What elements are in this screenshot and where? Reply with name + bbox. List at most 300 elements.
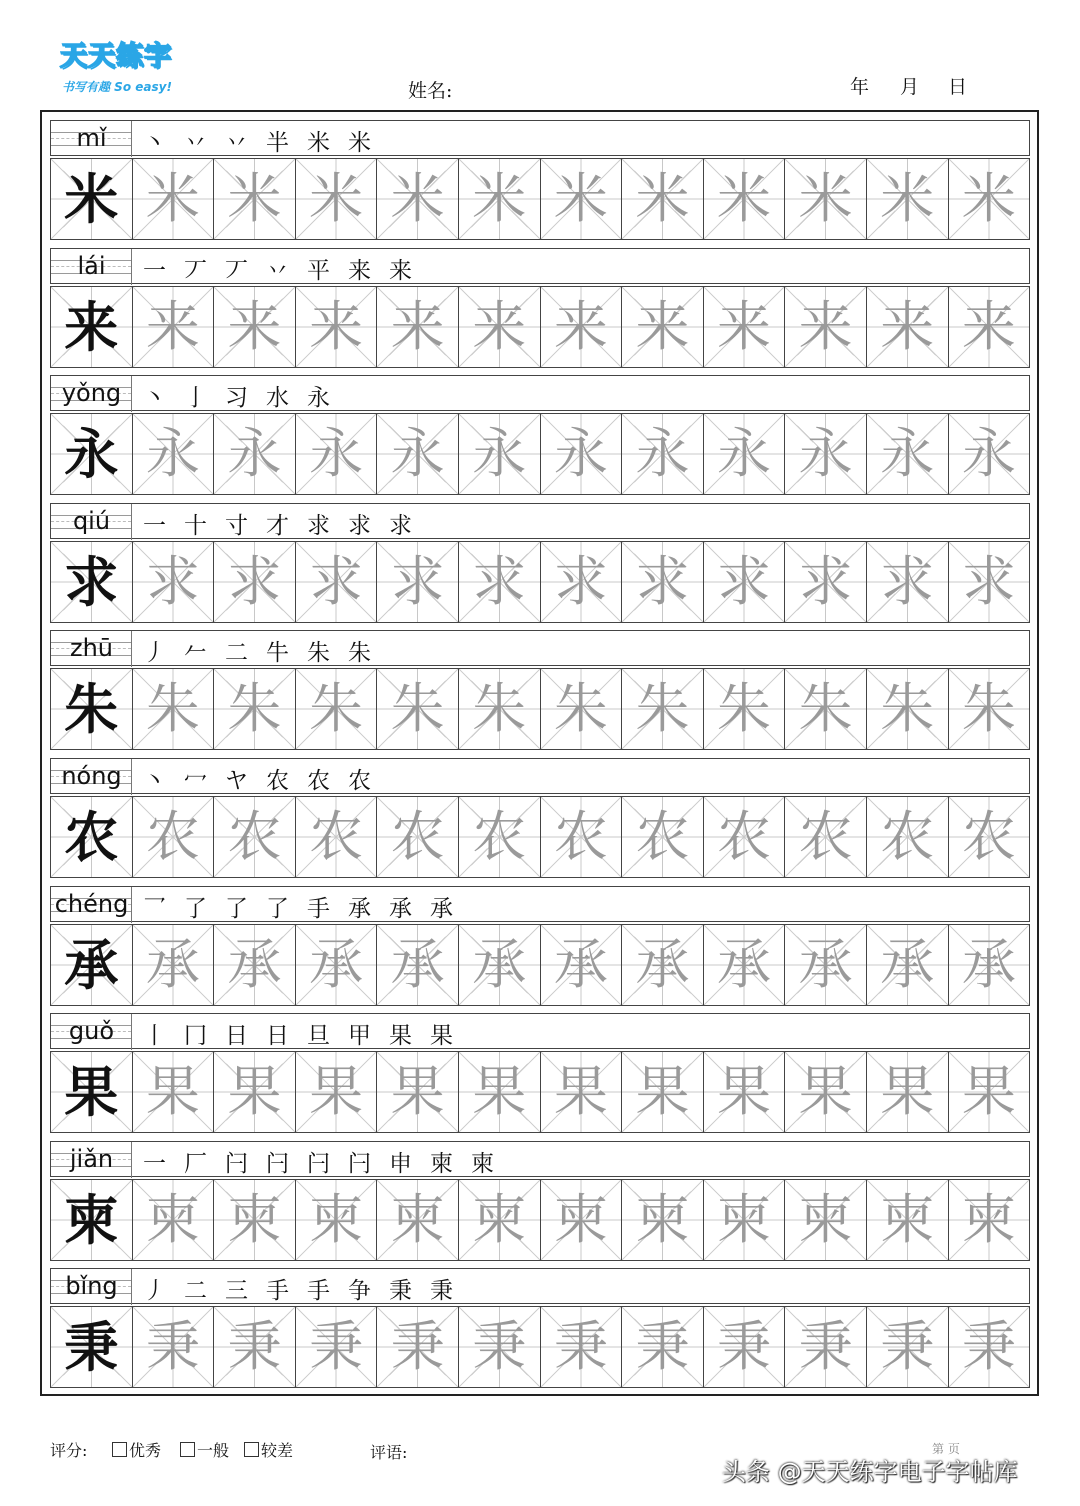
stroke-step: 习 (225, 385, 266, 412)
trace-character: 果 (309, 1060, 364, 1124)
model-character-cell[interactable] (51, 797, 133, 877)
stroke-order (143, 1269, 471, 1305)
writing-grid-row (50, 924, 1030, 1006)
score-option-poor[interactable] (244, 1438, 293, 1461)
trace-character-cell[interactable] (133, 925, 215, 1005)
model-character: 果 (64, 1060, 119, 1125)
stroke-step: 了 (266, 895, 307, 922)
trace-character-cell[interactable] (785, 797, 867, 877)
writing-grid-row (50, 413, 1030, 495)
stroke-order (143, 376, 348, 412)
stroke-step: 亅 (184, 385, 225, 412)
trace-character-cell[interactable] (541, 797, 623, 877)
trace-character-cell[interactable] (459, 1052, 541, 1132)
trace-character-cell[interactable] (785, 542, 867, 622)
stroke-order (143, 1142, 512, 1178)
pinyin-cell (51, 631, 132, 667)
trace-character-cell[interactable] (296, 542, 378, 622)
stroke-order (143, 887, 471, 923)
trace-character: 秉 (961, 1315, 1016, 1379)
checkbox-icon[interactable] (244, 1442, 259, 1457)
stroke-step: 秉 (430, 1278, 471, 1305)
stroke-step: 丷 (225, 130, 266, 156)
trace-character: 永 (390, 422, 445, 486)
trace-character: 米 (553, 167, 608, 230)
trace-character: 农 (553, 805, 608, 868)
model-character: 求 (64, 549, 119, 614)
trace-character: 农 (390, 805, 445, 868)
trace-character-cell[interactable] (949, 797, 1031, 877)
stroke-step: 柬 (430, 1150, 471, 1177)
trace-character-cell[interactable] (541, 542, 623, 622)
trace-character: 求 (145, 549, 200, 613)
trace-character-cell[interactable] (377, 1307, 459, 1387)
stroke-step: 手 (307, 1278, 348, 1305)
trace-character: 果 (635, 1060, 690, 1124)
trace-character-cell[interactable] (622, 797, 704, 877)
trace-character: 秉 (798, 1315, 853, 1379)
trace-character: 朱 (798, 677, 853, 741)
pinyin-stroke-row (50, 758, 1030, 794)
trace-character: 秉 (472, 1315, 527, 1379)
trace-character: 柬 (390, 1187, 445, 1251)
trace-character: 来 (553, 294, 608, 358)
trace-character-cell[interactable] (622, 1180, 704, 1260)
model-character-cell[interactable] (51, 1307, 133, 1387)
trace-character: 永 (553, 422, 608, 486)
stroke-step: 丶 (143, 385, 184, 412)
trace-character-cell[interactable] (541, 1180, 623, 1260)
trace-character-cell[interactable] (867, 1180, 949, 1260)
character-block (50, 1013, 1030, 1133)
trace-character-cell[interactable] (541, 925, 623, 1005)
stroke-step: 旦 (307, 1023, 348, 1050)
model-character-cell[interactable] (51, 542, 133, 622)
trace-character: 承 (472, 932, 527, 996)
pinyin-cell (51, 1269, 132, 1305)
writing-grid-row (50, 1179, 1030, 1261)
trace-character: 果 (880, 1060, 935, 1124)
trace-character-cell[interactable] (459, 1180, 541, 1260)
trace-character-cell[interactable] (214, 1307, 296, 1387)
trace-character-cell[interactable] (704, 669, 786, 749)
trace-character: 求 (717, 549, 772, 613)
trace-character: 米 (880, 167, 935, 230)
trace-character-cell[interactable] (785, 1180, 867, 1260)
trace-character-cell[interactable] (459, 414, 541, 494)
trace-character-cell[interactable] (541, 159, 623, 239)
trace-character-cell[interactable] (459, 797, 541, 877)
trace-character: 朱 (553, 677, 608, 741)
brand-logo-subtitle: 书写有趣 So easy! (62, 80, 172, 94)
character-block (50, 1268, 1030, 1388)
model-character-cell[interactable] (51, 925, 133, 1005)
trace-character-cell[interactable] (704, 797, 786, 877)
trace-character-cell[interactable] (133, 1180, 215, 1260)
model-character: 承 (64, 932, 119, 997)
trace-character: 柬 (961, 1187, 1016, 1251)
trace-character-cell[interactable] (133, 159, 215, 239)
trace-character-cell[interactable] (459, 287, 541, 367)
model-character-cell[interactable] (51, 287, 133, 367)
writing-grid-row (50, 1051, 1030, 1133)
trace-character: 承 (227, 932, 282, 996)
stroke-step: 闩 (307, 1150, 348, 1177)
stroke-step: 半 (266, 130, 307, 156)
trace-character-cell[interactable] (867, 414, 949, 494)
score-option-label: 优秀 (129, 1441, 162, 1460)
trace-character: 农 (717, 805, 772, 868)
trace-character: 秉 (880, 1315, 935, 1379)
trace-character-cell[interactable] (949, 1052, 1031, 1132)
trace-character: 农 (635, 805, 690, 868)
trace-character-cell[interactable] (949, 1180, 1031, 1260)
trace-character-cell[interactable] (214, 287, 296, 367)
trace-character: 求 (880, 549, 935, 613)
stroke-step: 一 (143, 512, 184, 539)
stroke-step: 丨 (143, 1023, 184, 1050)
trace-character-cell[interactable] (622, 669, 704, 749)
pinyin-stroke-row (50, 1013, 1030, 1049)
trace-character-cell[interactable] (377, 159, 459, 239)
trace-character-cell[interactable] (296, 287, 378, 367)
trace-character-cell[interactable] (296, 797, 378, 877)
trace-character: 来 (961, 294, 1016, 358)
trace-character: 来 (635, 294, 690, 358)
stroke-step: 丆 (184, 257, 225, 284)
trace-character: 永 (145, 422, 200, 486)
pinyin-stroke-row (50, 886, 1030, 922)
trace-character-cell[interactable] (296, 669, 378, 749)
trace-character: 承 (798, 932, 853, 996)
stroke-step: 争 (348, 1278, 389, 1305)
trace-character-cell[interactable] (704, 414, 786, 494)
writing-grid-row (50, 286, 1030, 368)
trace-character-cell[interactable] (459, 669, 541, 749)
trace-character: 求 (961, 549, 1016, 613)
model-character: 来 (64, 294, 119, 359)
trace-character-cell[interactable] (949, 159, 1031, 239)
stroke-step: 牛 (266, 640, 307, 667)
model-character: 农 (64, 805, 119, 869)
trace-character-cell[interactable] (867, 1307, 949, 1387)
trace-character-cell[interactable] (867, 925, 949, 1005)
watermark: 头条 @天天练字电子字帖库 (722, 1458, 1018, 1486)
model-character: 秉 (64, 1315, 119, 1380)
stroke-step: 了 (225, 895, 266, 922)
character-block (50, 1141, 1030, 1261)
trace-character-cell[interactable] (785, 159, 867, 239)
trace-character: 柬 (798, 1187, 853, 1251)
trace-character-cell[interactable] (377, 797, 459, 877)
stroke-step: 十 (184, 512, 225, 539)
trace-character-cell[interactable] (296, 159, 378, 239)
stroke-step: 承 (348, 895, 389, 922)
trace-character-cell[interactable] (214, 542, 296, 622)
score-option-excellent[interactable] (112, 1438, 161, 1461)
pinyin-text: zhū (69, 634, 114, 663)
stroke-step: 农 (348, 768, 389, 794)
trace-character: 米 (227, 167, 282, 230)
trace-character: 来 (309, 294, 364, 358)
trace-character-cell[interactable] (704, 1180, 786, 1260)
trace-character-cell[interactable] (459, 159, 541, 239)
pinyin-cell (51, 1014, 132, 1050)
pinyin-cell (51, 376, 132, 412)
trace-character: 永 (961, 422, 1016, 486)
score-option-label: 一般 (197, 1441, 230, 1460)
stroke-step: 承 (430, 895, 471, 922)
model-character-cell[interactable] (51, 669, 133, 749)
trace-character-cell[interactable] (949, 542, 1031, 622)
trace-character-cell[interactable] (214, 669, 296, 749)
stroke-step: 来 (348, 257, 389, 284)
trace-character: 果 (717, 1060, 772, 1124)
stroke-step: 丶 (143, 130, 184, 156)
trace-character-cell[interactable] (704, 159, 786, 239)
trace-character-cell[interactable] (377, 542, 459, 622)
model-character-cell[interactable] (51, 1052, 133, 1132)
trace-character: 果 (145, 1060, 200, 1124)
trace-character: 农 (472, 805, 527, 868)
trace-character-cell[interactable] (296, 1307, 378, 1387)
trace-character: 朱 (961, 677, 1016, 741)
trace-character-cell[interactable] (622, 925, 704, 1005)
stroke-step: 丷 (266, 257, 307, 284)
trace-character: 农 (227, 805, 282, 868)
trace-character-cell[interactable] (867, 542, 949, 622)
trace-character: 永 (472, 422, 527, 486)
pinyin-cell (51, 249, 132, 285)
trace-character: 承 (553, 932, 608, 996)
trace-character-cell[interactable] (622, 287, 704, 367)
stroke-order (143, 504, 430, 540)
trace-character: 来 (717, 294, 772, 358)
stroke-step: 朱 (307, 640, 348, 667)
trace-character: 米 (798, 167, 853, 230)
trace-character-cell[interactable] (949, 1307, 1031, 1387)
pinyin-stroke-row (50, 1268, 1030, 1304)
trace-character-cell[interactable] (541, 287, 623, 367)
model-character: 朱 (64, 677, 119, 742)
trace-character-cell[interactable] (867, 669, 949, 749)
trace-character-cell[interactable] (704, 1307, 786, 1387)
trace-character-cell[interactable] (622, 1307, 704, 1387)
trace-character-cell[interactable] (541, 669, 623, 749)
trace-character-cell[interactable] (785, 1307, 867, 1387)
stroke-step: 厂 (184, 1150, 225, 1177)
trace-character: 农 (309, 805, 364, 868)
pinyin-stroke-row (50, 375, 1030, 411)
trace-character: 承 (145, 932, 200, 996)
stroke-step: 丷 (184, 130, 225, 156)
pinyin-cell (51, 1142, 132, 1178)
trace-character-cell[interactable] (296, 1052, 378, 1132)
pinyin-text: qiú (72, 506, 111, 535)
trace-character-cell[interactable] (867, 1052, 949, 1132)
pinyin-text: yǒng (61, 379, 122, 408)
page-number-mark: 第 页 (932, 1442, 960, 1456)
stroke-order (143, 631, 389, 667)
trace-character-cell[interactable] (296, 1180, 378, 1260)
trace-character: 朱 (145, 677, 200, 741)
trace-character-cell[interactable] (704, 542, 786, 622)
trace-character-cell[interactable] (541, 1052, 623, 1132)
stroke-step: 来 (389, 257, 430, 284)
trace-character-cell[interactable] (949, 669, 1031, 749)
trace-character-cell[interactable] (214, 414, 296, 494)
trace-character-cell[interactable] (459, 542, 541, 622)
trace-character: 求 (309, 549, 364, 613)
trace-character: 农 (961, 805, 1016, 868)
trace-character-cell[interactable] (541, 1307, 623, 1387)
trace-character-cell[interactable] (377, 414, 459, 494)
trace-character-cell[interactable] (704, 1052, 786, 1132)
stroke-step: 闩 (266, 1150, 307, 1177)
trace-character-cell[interactable] (785, 414, 867, 494)
writing-grid-row (50, 796, 1030, 878)
stroke-step: 果 (430, 1023, 471, 1050)
model-character: 永 (64, 422, 119, 487)
score-option-average[interactable] (180, 1438, 229, 1461)
trace-character-cell[interactable] (133, 669, 215, 749)
trace-character-cell[interactable] (214, 797, 296, 877)
trace-character-cell[interactable] (622, 159, 704, 239)
character-block (50, 503, 1030, 623)
trace-character-cell[interactable] (459, 925, 541, 1005)
trace-character-cell[interactable] (867, 287, 949, 367)
trace-character-cell[interactable] (785, 925, 867, 1005)
trace-character-cell[interactable] (377, 669, 459, 749)
trace-character-cell[interactable] (785, 287, 867, 367)
trace-character-cell[interactable] (133, 1307, 215, 1387)
trace-character-cell[interactable] (214, 1180, 296, 1260)
name-label: 姓名: (408, 80, 453, 102)
trace-character: 求 (798, 549, 853, 613)
trace-character: 朱 (635, 677, 690, 741)
trace-character-cell[interactable] (133, 287, 215, 367)
pinyin-text: lái (77, 251, 106, 280)
trace-character: 承 (635, 932, 690, 996)
trace-character: 来 (145, 294, 200, 358)
stroke-step: 朱 (348, 640, 389, 667)
trace-character-cell[interactable] (622, 1052, 704, 1132)
trace-character-cell[interactable] (214, 159, 296, 239)
stroke-step: 冖 (184, 768, 225, 794)
trace-character: 朱 (472, 677, 527, 741)
trace-character-cell[interactable] (622, 414, 704, 494)
score-option-label: 较差 (261, 1441, 294, 1460)
model-character-cell[interactable] (51, 159, 133, 239)
trace-character-cell[interactable] (377, 925, 459, 1005)
stroke-step: 手 (307, 895, 348, 922)
trace-character: 柬 (472, 1187, 527, 1251)
trace-character-cell[interactable] (867, 159, 949, 239)
checkbox-icon[interactable] (112, 1442, 127, 1457)
trace-character-cell[interactable] (949, 287, 1031, 367)
pinyin-cell (51, 504, 132, 540)
trace-character: 秉 (635, 1315, 690, 1379)
trace-character-cell[interactable] (704, 287, 786, 367)
stroke-order (143, 759, 389, 795)
trace-character-cell[interactable] (949, 414, 1031, 494)
date-day-label: 日 (948, 76, 968, 98)
stroke-step: 一 (143, 257, 184, 284)
stroke-step: 果 (389, 1023, 430, 1050)
trace-character-cell[interactable] (377, 287, 459, 367)
stroke-step: 求 (307, 512, 348, 539)
trace-character-cell[interactable] (214, 1052, 296, 1132)
trace-character: 果 (961, 1060, 1016, 1124)
stroke-step: 𠂉 (184, 640, 225, 667)
trace-character-cell[interactable] (296, 925, 378, 1005)
trace-character: 柬 (227, 1187, 282, 1251)
trace-character: 永 (798, 422, 853, 486)
trace-character: 求 (553, 549, 608, 613)
trace-character-cell[interactable] (133, 797, 215, 877)
stroke-step: 三 (225, 1278, 266, 1305)
stroke-step: 日 (266, 1023, 307, 1050)
trace-character: 果 (390, 1060, 445, 1124)
trace-character-cell[interactable] (133, 1052, 215, 1132)
trace-character-cell[interactable] (377, 1052, 459, 1132)
trace-character: 求 (390, 549, 445, 613)
trace-character-cell[interactable] (377, 1180, 459, 1260)
trace-character: 朱 (880, 677, 935, 741)
trace-character-cell[interactable] (867, 797, 949, 877)
stroke-step: 了 (184, 895, 225, 922)
stroke-order (143, 249, 430, 285)
trace-character: 米 (717, 167, 772, 230)
trace-character-cell[interactable] (785, 1052, 867, 1132)
model-character-cell[interactable] (51, 1180, 133, 1260)
trace-character-cell[interactable] (133, 542, 215, 622)
trace-character: 秉 (309, 1315, 364, 1379)
trace-character-cell[interactable] (541, 414, 623, 494)
model-character-cell[interactable] (51, 414, 133, 494)
brand-logo-title: 天天练字 (60, 41, 172, 72)
trace-character: 来 (227, 294, 282, 358)
stroke-step: 日 (225, 1023, 266, 1050)
trace-character: 来 (880, 294, 935, 358)
trace-character: 承 (390, 932, 445, 996)
trace-character-cell[interactable] (214, 925, 296, 1005)
trace-character: 柬 (309, 1187, 364, 1251)
trace-character-cell[interactable] (785, 669, 867, 749)
model-character: 柬 (64, 1187, 119, 1252)
stroke-step: 秉 (389, 1278, 430, 1305)
trace-character: 农 (798, 805, 853, 868)
trace-character: 秉 (390, 1315, 445, 1379)
stroke-step: 承 (389, 895, 430, 922)
trace-character: 柬 (880, 1187, 935, 1251)
trace-character-cell[interactable] (622, 542, 704, 622)
trace-character: 米 (961, 167, 1016, 230)
stroke-step: 丿 (143, 1278, 184, 1305)
trace-character: 永 (880, 422, 935, 486)
checkbox-icon[interactable] (180, 1442, 195, 1457)
trace-character-cell[interactable] (459, 1307, 541, 1387)
trace-character-cell[interactable] (133, 414, 215, 494)
trace-character: 果 (227, 1060, 282, 1124)
trace-character-cell[interactable] (296, 414, 378, 494)
date-month-label: 月 (900, 76, 920, 98)
trace-character-cell[interactable] (949, 925, 1031, 1005)
stroke-step: 寸 (225, 512, 266, 539)
trace-character-cell[interactable] (704, 925, 786, 1005)
stroke-step: 求 (389, 512, 430, 539)
character-block (50, 758, 1030, 878)
